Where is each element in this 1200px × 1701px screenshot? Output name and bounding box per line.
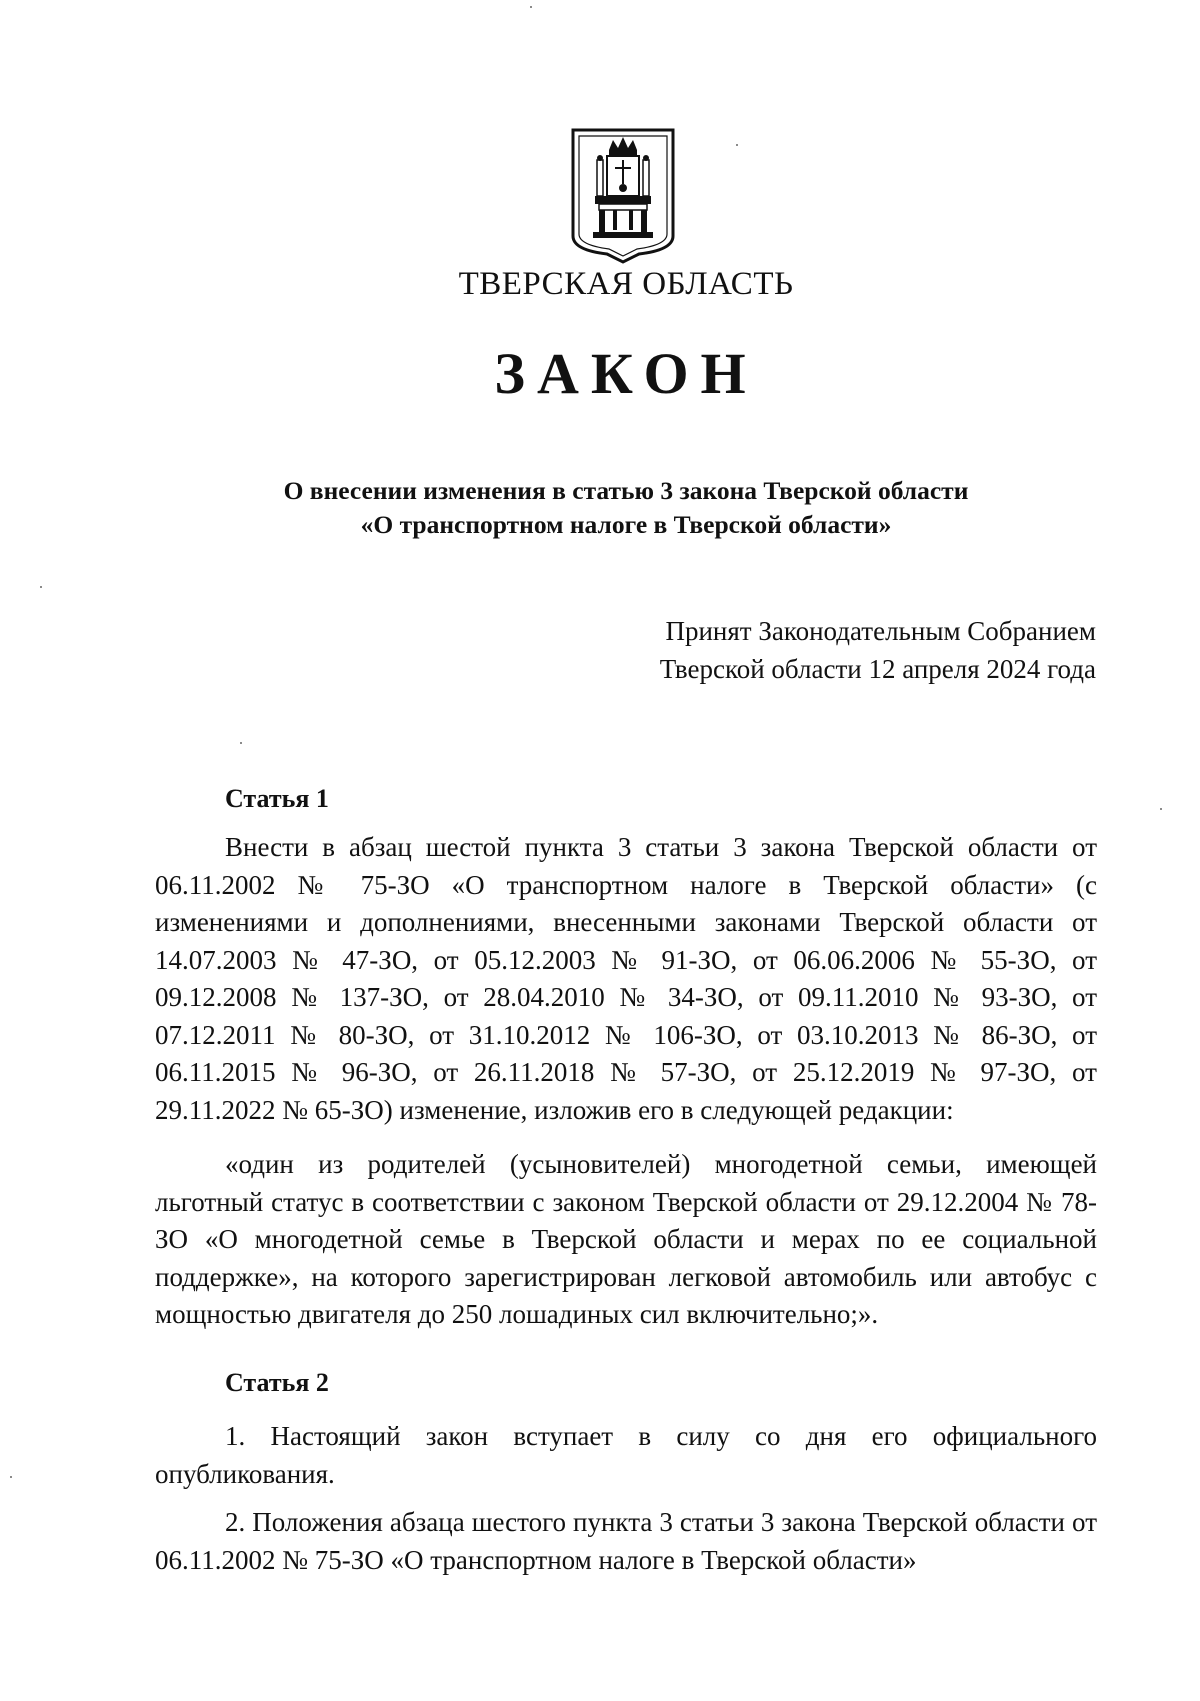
scan-speck <box>736 144 738 146</box>
scan-speck <box>1160 808 1162 810</box>
document-type-heading: ЗАКОН <box>494 341 758 406</box>
article-1-heading: Статья 1 <box>225 784 329 813</box>
scan-speck <box>40 586 42 588</box>
coat-of-arms-emblem <box>569 128 677 264</box>
scan-speck <box>530 6 532 8</box>
adoption-note <box>560 612 1096 688</box>
law-title-line-2: «О транспортном налоге в Тверской области» <box>360 510 892 539</box>
law-title-line-1: О внесении изменения в статью 3 закона Тверской области <box>283 476 969 505</box>
scan-speck <box>240 742 242 744</box>
article-1-paragraph-2: «один из родителей (усыновителей) многодетной семьи, имеющей льготный статус в соответствии с законом Тверской области от 29.12.2004 № 78-ЗО «О многодетной семье в Тверской области и мерах по ее социальной поддержке», на которого зарегистрирован легковой автомобиль или автобус с мощностью двигателя до 250 лошадиных сил включительно;». <box>155 1149 1097 1329</box>
article-2-heading: Статья 2 <box>225 1368 329 1397</box>
scan-speck <box>10 1476 12 1478</box>
article-1-paragraph-1: Внести в абзац шестой пункта 3 статьи 3 закона Тверской области от 06.11.2002 № 75-ЗО «О транспортном налоге в Тверской области» (с изменениями и дополнениями, внесенными законами Тверской области от 14.07.2003 № 47-ЗО, от 05.12.2003 № 91-ЗО, от 06.06.2006 № 55-ЗО, от 09.12.2008 № 137-ЗО, от 28.04.2010 № 34-ЗО, от 09.11.2010 № 93-ЗО, от 07.12.2011 № 80-ЗО, от 31.10.2012 № 106-ЗО, от 03.10.2013 № 86-ЗО, от 06.11.2015 № 96-ЗО, от 26.11.2018 № 57-ЗО, от 25.12.2019 № 97-ЗО, от 29.11.2022 № 65-ЗО) изменение, изложив его в следующей редакции: <box>155 832 1097 1125</box>
adoption-note-line-2: Тверской области 12 апреля 2024 года <box>659 654 1096 684</box>
law-title <box>180 474 1072 542</box>
article-2-paragraph-1: 1. Настоящий закон вступает в силу со дня его официального опубликования. <box>155 1421 1097 1489</box>
adoption-note-line-1: Принят Законодательным Собранием <box>665 616 1096 646</box>
region-name: ТВЕРСКАЯ ОБЛАСТЬ <box>458 266 794 302</box>
article-2-paragraph-2: 2. Положения абзаца шестого пункта 3 статьи 3 закона Тверской области от 06.11.2002 № 75-ЗО «О транспортном налоге в Тверской области» <box>155 1507 1097 1575</box>
